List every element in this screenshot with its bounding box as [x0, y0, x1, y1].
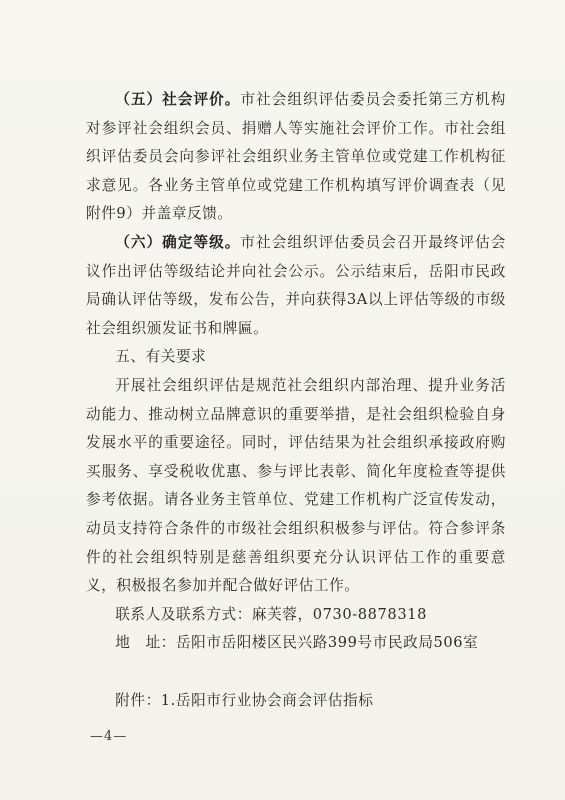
contact-line: 联系人及联系方式：麻芙蓉，0730-8878318: [115, 605, 427, 623]
paragraph-determine-grade: [86, 229, 506, 343]
attachment-line: 附件：1.岳阳市行业协会商会评估指标: [115, 691, 374, 709]
address-line: 地 址：岳阳市岳阳楼区民兴路399号市民政局506室: [115, 634, 479, 652]
text-social-evaluation: 市社会组织评估委员会委托第三方机构对参评社会组织会员、捐赠人等实施社会评价工作。市社会组织评估委员会向参评社会组织业务主管单位或党建工作机构征求意见。各业务主管单位或党建工作机构填写评价调查表（见附件9）并盖章反馈。: [86, 91, 506, 223]
text-determine-grade: 市社会组织评估委员会召开最终评估会议作出评估等级结论并向社会公示。公示结束后，岳阳市民政局确认评估等级，发布公告，并向获得3A以上评估等级的市级社会组织颁发证书和牌匾。: [86, 233, 506, 337]
page-number: —4—: [90, 729, 128, 744]
paragraph-social-evaluation: [86, 86, 506, 229]
heading-social-evaluation: （五）社会评价。: [115, 91, 241, 108]
document-body: [86, 86, 506, 715]
heading-determine-grade: （六）确定等级。: [115, 233, 241, 251]
paragraph-requirements: 开展社会组织评估是规范社会组织内部治理、提升业务活动能力、推动树立品牌意识的重要举措，是社会组织检验自身发展水平的重要途径。同时，评估结果为社会组织承接政府购买服务、享受税收优惠、参与评比表彰、简化年度检查等提供参考依据。请各业务主管单位、党建工作机构广泛宣传发动，动员支持符合条件的市级社会组织积极参与评估。符合参评条件的社会组织特别是慈善组织要充分认识评估工作的重要意义，积极报名参加并配合做好评估工作。: [86, 376, 506, 595]
section-title-requirements: 五、有关要求: [115, 348, 207, 366]
